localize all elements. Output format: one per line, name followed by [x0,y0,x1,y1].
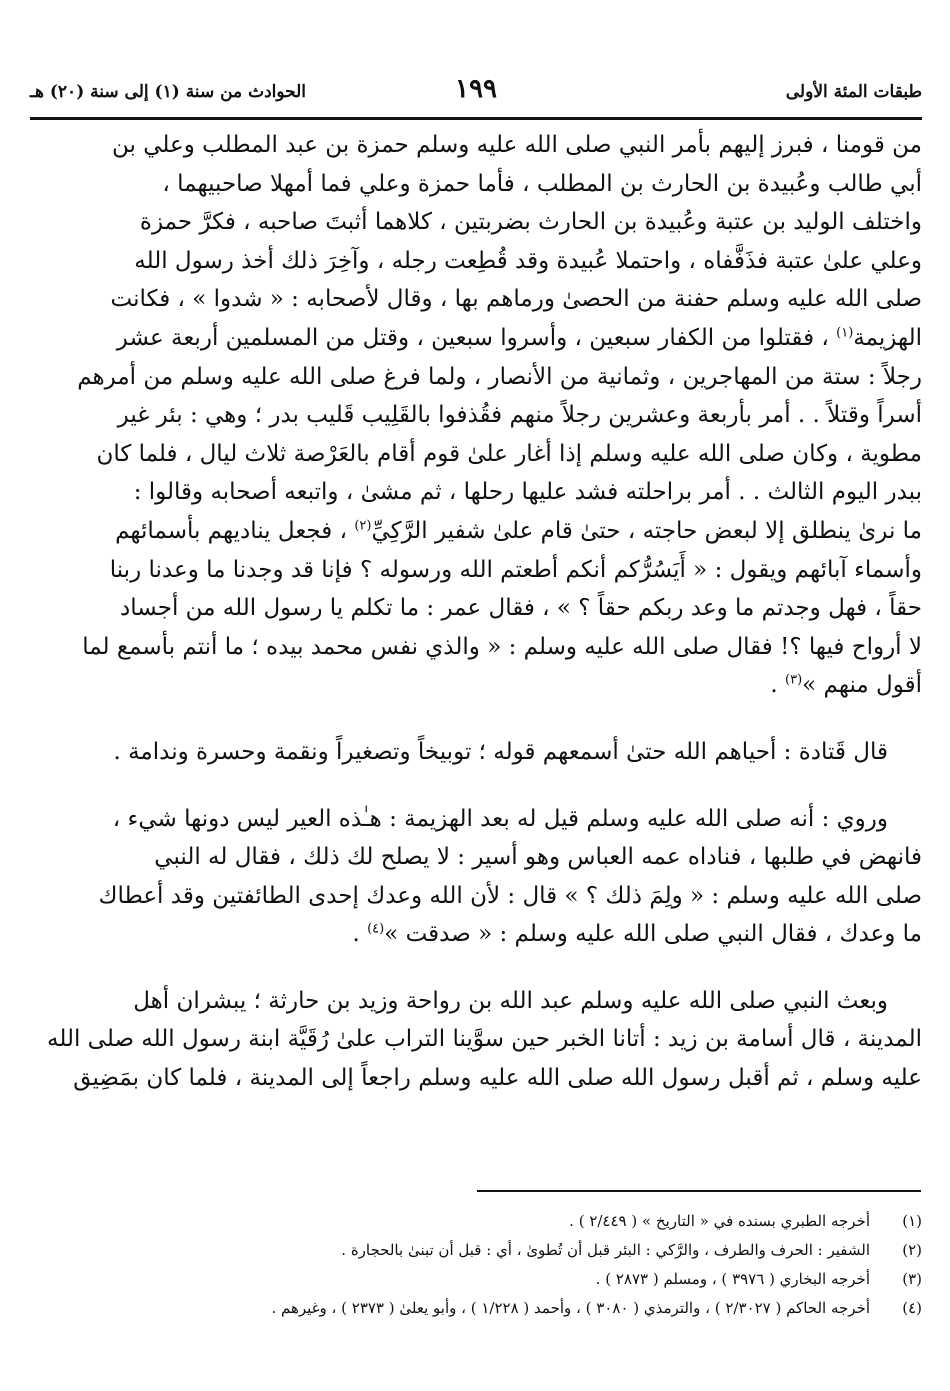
text-segment: ما نرىٰ ينطلق إلا لبعض حاجته ، حتىٰ قام علىٰ شفير الرَّكِيِّ [371,517,922,544]
text-line: حقاً ، فهل وجدتم ما وعد ربكم حقاً ؟ » ، فقال عمر : ما تكلم يا رسول الله من أجساد [119,595,922,622]
text-line [30,915,922,954]
text-line: أبي طالب وعُبيدة بن الحارث بن المطلب ، فأما حمزة وعلي فما أمهلا صاحبيهما ، [162,170,922,197]
text-line: فانهض في طلبها ، فناداه عمه العباس وهو أسير : لا يصلح لك ذلك ، فقال له النبي [154,844,922,871]
text-line [30,666,922,705]
text-line [30,319,922,358]
page-number: ١٩٩ [455,74,497,104]
footnote-text: أخرجه الحاكم ( ٢/٣٠٢٧ ) ، والترمذي ( ٣٠٨٠ ) ، وأحمد ( ١/٢٢٨ ) ، وأبو يعلىٰ ( ٢٣٧٣ ) ، وغيرهم . [271,1299,870,1317]
main-text [30,126,922,1098]
footnote-ref[interactable]: (١) [836,325,854,341]
footnotes [30,1207,922,1323]
text-segment: ، فجعل يناديهم بأسمائهم [115,517,355,544]
book-title: طبقات المئة الأولى [785,82,922,102]
text-line: لا أرواح فيها ؟! فقال صلى الله عليه وسلم : « والذي نفس محمد بيده ؛ ما أنتم بأسمع لما [82,633,922,660]
text-line: صلى الله عليه وسلم حفنة من الحصىٰ ورماهم بها ، وقال لأصحابه : « شدوا » ، فكانت [110,286,922,313]
text-line: مطوية ، وكان صلى الله عليه وسلم إذا أغار علىٰ قوم أقام بالعَرْصة ثلاث ليال ، فلما كان [96,440,922,467]
text-line: وأسماء آبائهم ويقول : « أَيَسُرُّكم أنكم أطعتم الله ورسوله ؟ فإنا قد وجدنا ما وعدنا ربنا [109,556,922,583]
text-line: ببدر اليوم الثالث . . أمر براحلته فشد عليها رحلها ، ثم مشىٰ ، واتبعه أصحابه وقالوا : [133,479,922,506]
paragraph-gap [30,705,922,733]
footnote-text: أخرجه البخاري ( ٣٩٧٦ ) ، ومسلم ( ٢٨٧٣ ) . [595,1270,870,1288]
text-segment: أقول منهم » [802,672,922,699]
text-line: صلى الله عليه وسلم : « ولِمَ ذلك ؟ » قال : لأن الله وعدك إحدى الطائفتين وقد أعطاك [98,882,922,909]
text-segment: ، فقتلوا من الكفار سبعين ، وأسروا سبعين ، وقتل من المسلمين أربعة عشر [116,324,837,351]
text-line: وعلي علىٰ عتبة فذَفَّفاه ، واحتملا عُبيدة وقد قُطِعت رجله ، وآخِرَ ذلك أخذ رسول الله [134,247,922,274]
text-line: عليه وسلم ، ثم أقبل رسول الله صلى الله عليه وسلم راجعاً إلى المدينة ، فلما كان بمَضِيق [73,1065,922,1092]
text-segment: . [352,921,368,948]
footnote-text: أخرجه الطبري بسنده في « التاريخ » ( ٢/٤٤٩ ) . [569,1212,870,1230]
footnote-text: الشفير : الحرف والطرف ، والرَّكي : البئر قبل أن تُطوىٰ ، أي : قبل أن تبنىٰ بالحجارة . [341,1241,870,1259]
footnote [30,1236,922,1265]
footnote-ref[interactable]: (٢) [354,518,372,534]
footnote-number: (٣) [902,1270,922,1288]
paragraph-gap [30,772,922,800]
text-segment: الهزيمة [853,324,922,351]
footnote-number: (٤) [902,1299,922,1317]
text-line [30,512,922,551]
header-rule [30,117,922,120]
footnote-separator [477,1190,921,1192]
footnote-ref[interactable]: (٤) [367,921,385,937]
text-segment: ما وعدك ، فقال النبي صلى الله عليه وسلم : « صدقت » [384,921,922,948]
footnote-ref[interactable]: (٣) [785,672,803,688]
text-line: من قومنا ، فبرز إليهم بأمر النبي صلى الله عليه وسلم حمزة بن عبد المطلب وعلي بن [112,132,922,158]
footnote-number: (١) [902,1212,922,1230]
text-line: رجلاً : ستة من المهاجرين ، وثمانية من الأنصار ، ولما فرغ صلى الله عليه وسلم من أمرهم [77,363,922,390]
footnote [30,1294,922,1323]
text-line: واختلف الوليد بن عتبة وعُبيدة بن الحارث بضربتين ، كلاهما أثبتَ صاحبه ، فكرَّ حمزة [139,209,922,236]
text-line: المدينة ، قال أسامة بن زيد : أتانا الخبر حين سوَّينا التراب علىٰ رُقَيَّة ابنة رسول الله صلى الله [47,1026,922,1053]
running-header [30,72,922,112]
text-line: قال قَتادة : أحياهم الله حتىٰ أسمعهم قوله ؛ توبيخاً وتصغيراً ونقمة وحسرة وندامة . [113,738,888,765]
chapter-title: الحوادث من سنة (١) إلى سنة (٢٠) هـ [30,82,307,102]
footnote-number: (٢) [902,1241,922,1259]
footnote [30,1265,922,1294]
text-line: وبعث النبي صلى الله عليه وسلم عبد الله بن رواحة وزيد بن حارثة ؛ يبشران أهل [133,987,888,1014]
paragraph-gap [30,954,922,982]
footnote [30,1207,922,1236]
text-line: أسراً وقتلاً . . أمر بأربعة وعشرين رجلاً منهم فقُذفوا بالقَلِيب قَليب بدر ؛ وهي : بئر غير [117,402,922,429]
text-line: وروي : أنه صلى الله عليه وسلم قيل له بعد الهزيمة : هـٰذه العير ليس دونها شيء ، [112,805,888,832]
text-segment: . [770,672,786,699]
